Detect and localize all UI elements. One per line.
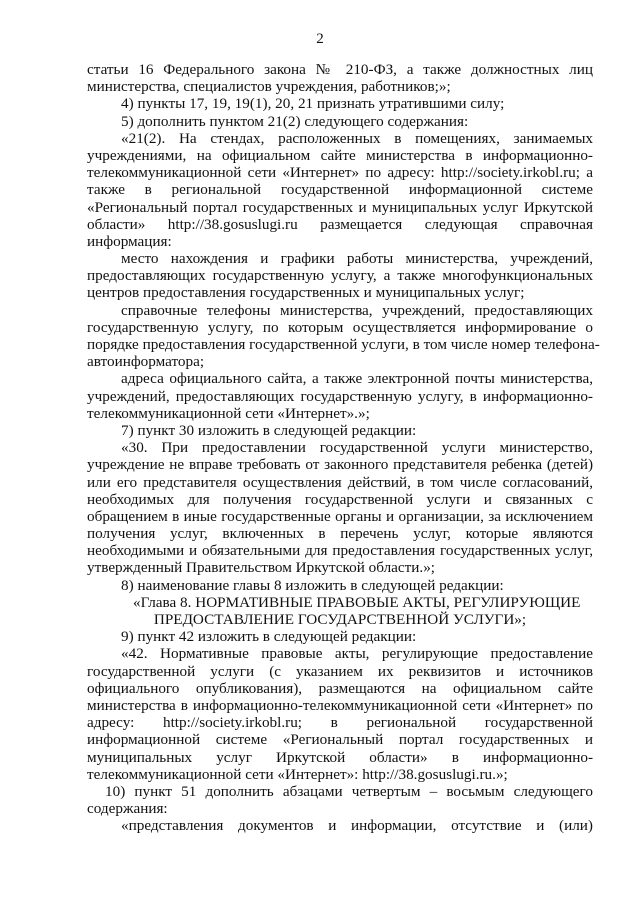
text-line: ПРЕДОСТАВЛЕНИЕ ГОСУДАРСТВЕННОЙ УСЛУГИ»;: [153, 611, 527, 628]
text-line: обращением в иные государственные органы и организации, за исключением: [87, 507, 593, 525]
text-line: «Региональный портал государственных и муниципальных услуг Иркутской: [87, 198, 593, 216]
text-line: министерства, специалистов учреждения, работников;»;: [87, 78, 451, 96]
text-line: порядке предоставления государственной услуги, в том числе номер телефона-: [87, 336, 600, 353]
text-line: 4) пункты 17, 19, 19(1), 20, 21 признать утратившими силу;: [121, 95, 505, 113]
text-line: информационной системе «Региональный портал государственных и: [87, 731, 593, 749]
text-line: необходимых для получения государственной услуги и связанных с: [87, 490, 593, 508]
text-line: или его представителя осуществления действий, в том числе согласований,: [87, 473, 593, 491]
text-line: учреждение не вправе требовать от законного представителя ребенка (детей): [87, 456, 593, 474]
text-line: «42. Нормативные правовые акты, регулирующие предоставление: [121, 645, 593, 663]
text-line: справочные телефоны министерства, учреждений, предоставляющих: [121, 301, 593, 319]
document-body: [87, 61, 600, 835]
text-line: учреждений, предоставляющих государственную услугу, в информационно-: [87, 387, 593, 405]
text-line: центров предоставления государственных и муниципальных услуг;: [87, 284, 525, 302]
text-line: содержания:: [87, 800, 168, 818]
text-line: официального опубликования), размещаются на официальном сайте: [87, 679, 593, 697]
text-line: министерства в информационно-телекоммуникационной сети «Интернет» по: [87, 696, 593, 714]
text-line: 9) пункт 42 изложить в следующей редакции:: [121, 628, 417, 646]
text-line: телекоммуникационной сети «Интернет»: http://38.gosuslugi.ru.»;: [87, 765, 508, 783]
text-line: информация:: [87, 232, 172, 250]
text-line: 5) дополнить пунктом 21(2) следующего содержания:: [121, 112, 469, 130]
text-line: государственной услуги (с указанием их реквизитов и источников: [87, 662, 593, 680]
text-line: статьи 16 Федерального закона № 210-ФЗ, а также должностных лиц: [87, 61, 593, 78]
text-line: адреса официального сайта, а также электронной почты министерства,: [121, 370, 593, 388]
text-line: телекоммуникационной сети «Интернет» по адресу: http://society.irkobl.ru; а: [87, 164, 593, 182]
text-line: также в региональной государственной информационной системе: [87, 181, 593, 199]
text-line: «30. При предоставлении государственной услуги министерство,: [121, 439, 593, 457]
page-number: 2: [316, 31, 324, 47]
text-line: телекоммуникационной сети «Интернет».»;: [87, 404, 370, 422]
text-line: предоставляющих государственную услугу, а также многофункциональных: [87, 267, 593, 285]
text-line: утвержденный Правительством Иркутской области.»;: [87, 559, 436, 577]
text-line: области» http://38.gosuslugi.ru размещается следующая справочная: [87, 215, 593, 233]
text-line: 7) пункт 30 изложить в следующей редакции:: [121, 421, 417, 439]
text-line: 10) пункт 51 дополнить абзацами четвертым – восьмым следующего: [105, 782, 593, 800]
text-line: получения услуг, включенных в перечень услуг, которые являются: [87, 525, 593, 543]
text-line: необходимыми и обязательными для предоставления государственных услуг,: [87, 542, 593, 560]
text-line: 8) наименование главы 8 изложить в следующей редакции:: [121, 576, 504, 594]
text-line: адресу: http://society.irkobl.ru; в региональной государственной: [87, 714, 593, 732]
text-line: государственную услугу, по которым осуществляется информирование о: [87, 318, 593, 336]
text-line: муниципальных услуг Иркутской области» в информационно-: [87, 748, 593, 766]
text-line: «21(2). На стендах, расположенных в помещениях, занимаемых: [121, 129, 593, 147]
text-line: «представления документов и информации, отсутствие и (или): [121, 817, 593, 835]
text-line: «Глава 8. НОРМАТИВНЫЕ ПРАВОВЫЕ АКТЫ, РЕГУЛИРУЮЩИЕ: [133, 593, 581, 611]
text-line: учреждениями, на официальном сайте министерства в информационно-: [87, 146, 593, 164]
text-line: автоинформатора;: [87, 353, 205, 371]
text-line: место нахождения и графики работы министерства, учреждений,: [121, 250, 593, 268]
